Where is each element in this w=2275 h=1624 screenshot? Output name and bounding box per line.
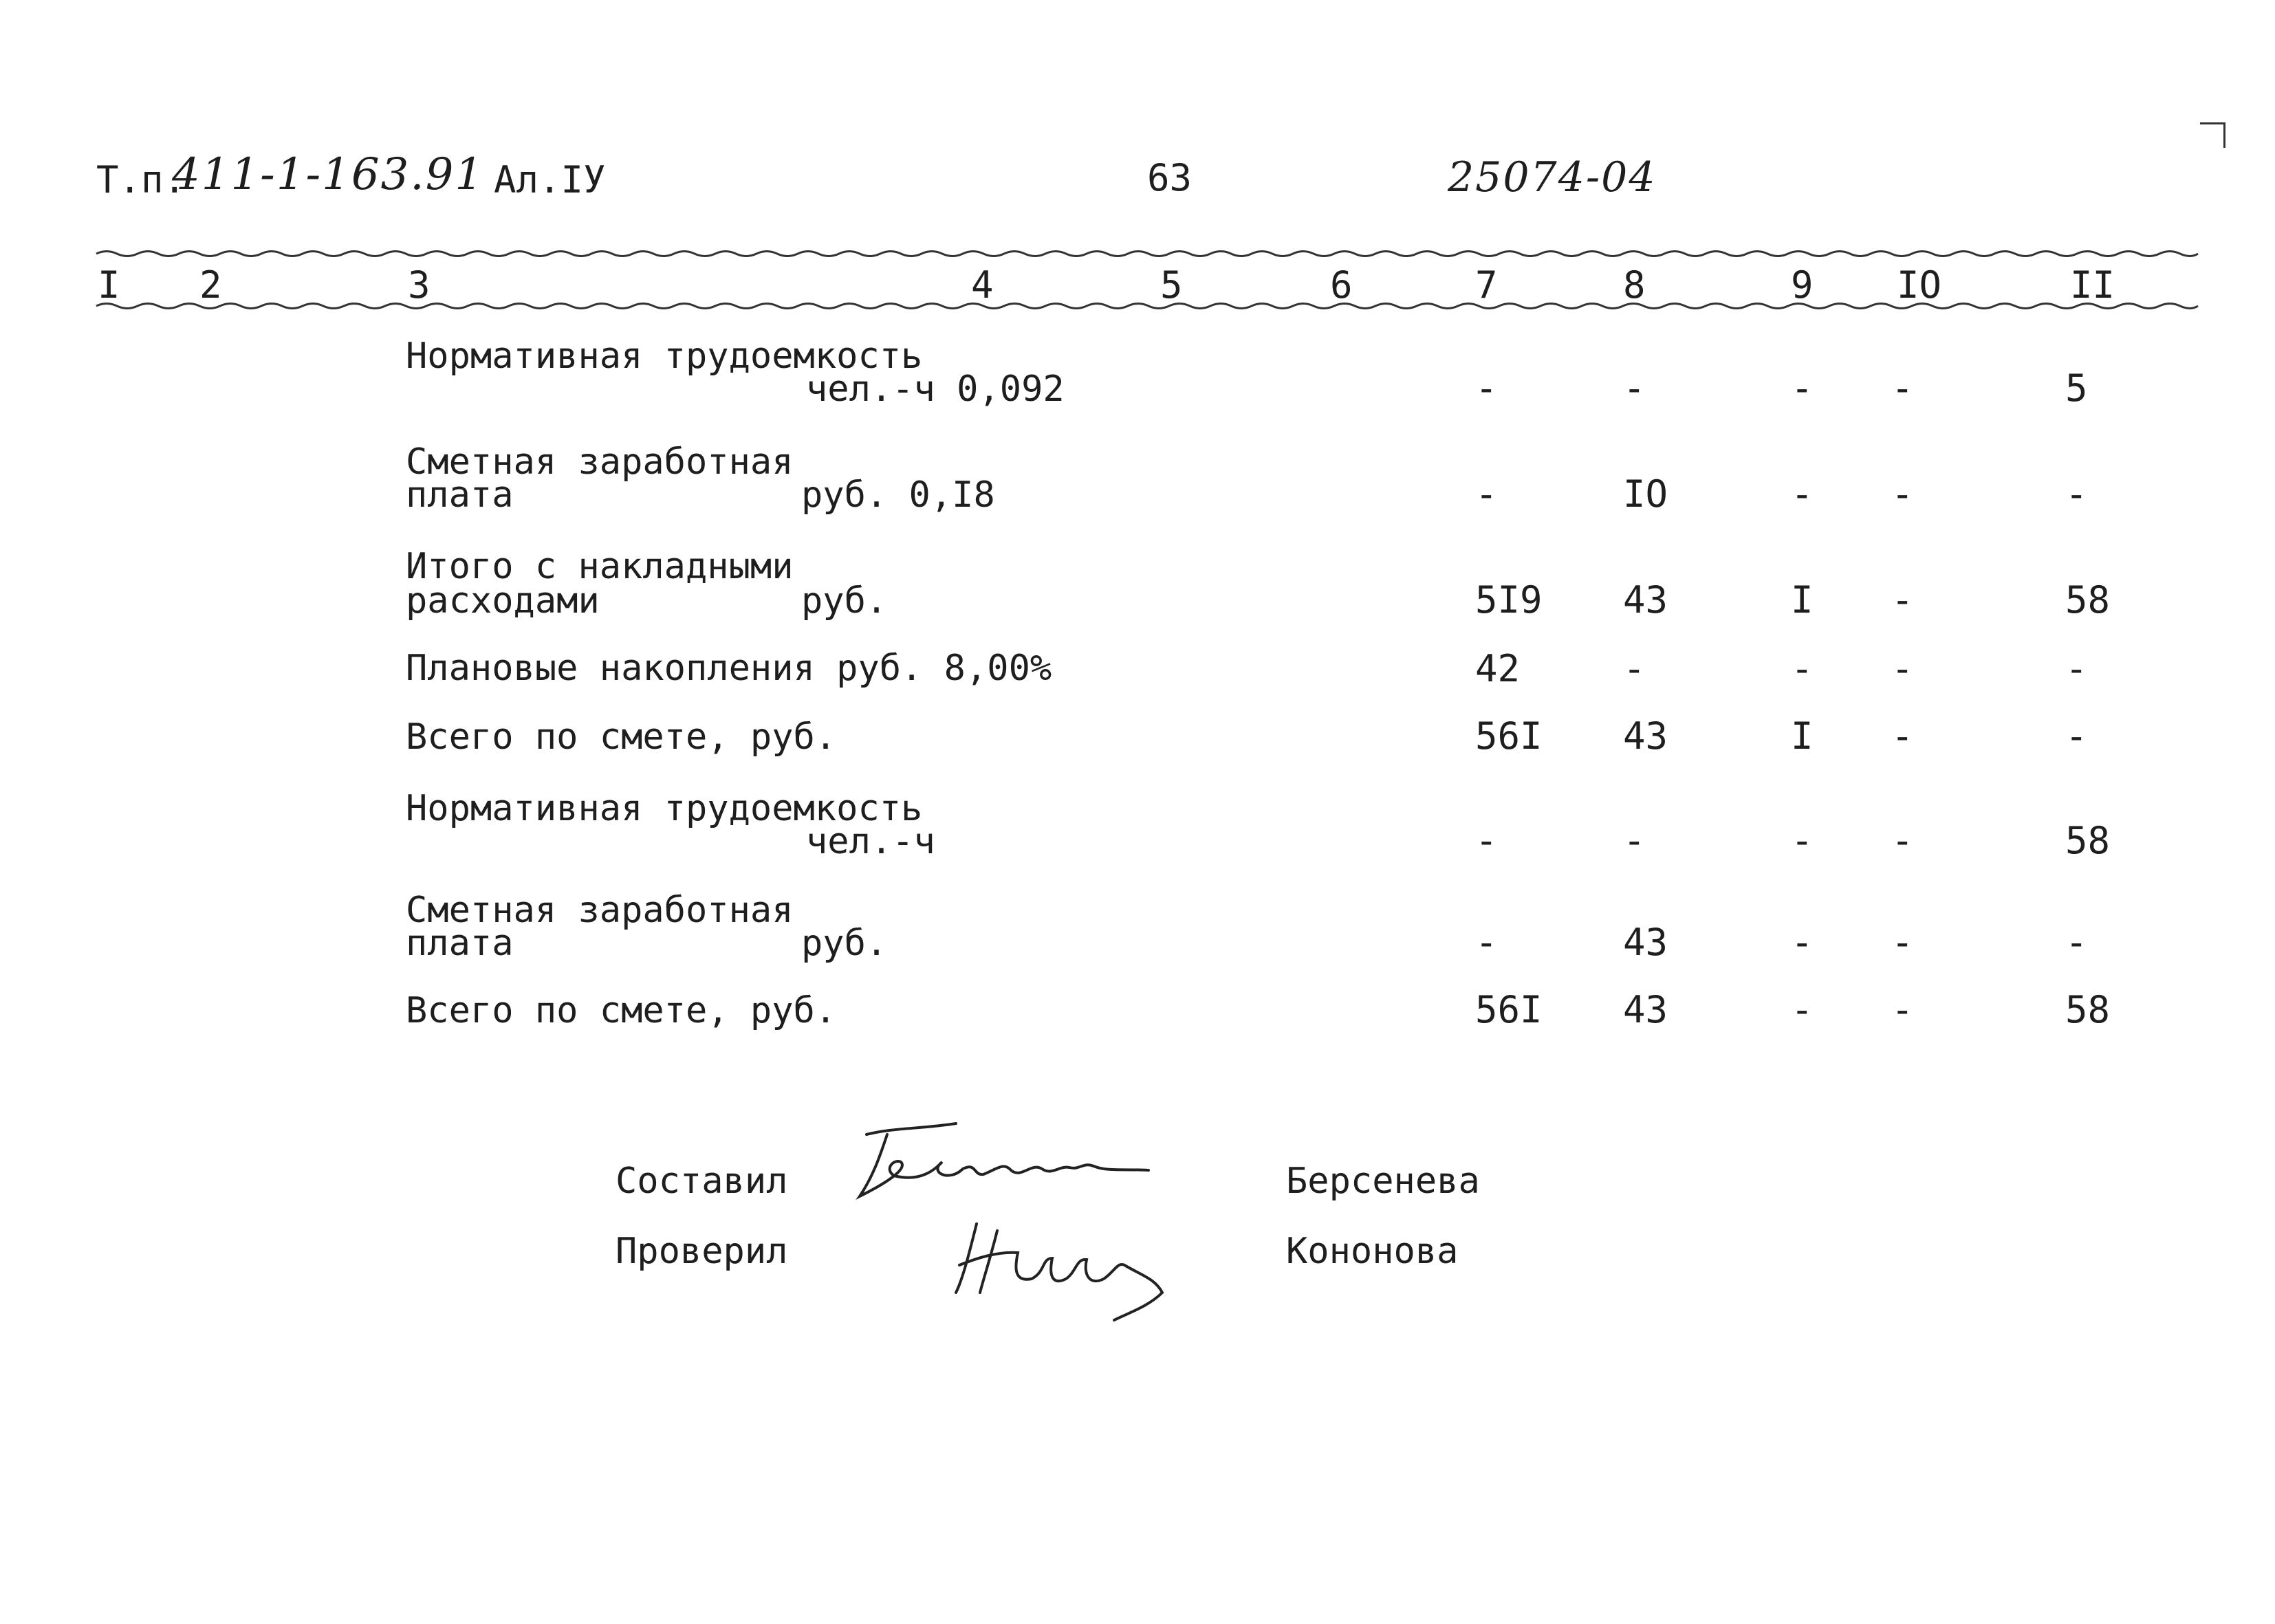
row-1-col9: -: [1791, 366, 1814, 410]
row-2-col10: -: [1891, 472, 1914, 516]
row-5-col8: 43: [1623, 714, 1668, 758]
row-3-col7: 5I9: [1475, 578, 1543, 622]
row-3-col8: 43: [1623, 578, 1668, 622]
column-header-6: 6: [1330, 263, 1353, 307]
column-header-10: IO: [1897, 263, 1942, 307]
compiled-signature: [846, 1121, 1162, 1217]
row-7-col8: 43: [1623, 921, 1668, 964]
row-5-line1: Всего по смете, руб.: [406, 716, 837, 758]
row-6-line1: Нормативная трудоемкость: [406, 788, 923, 829]
row-8-col10: -: [1891, 988, 1914, 1031]
column-header-7: 7: [1475, 263, 1498, 307]
row-3-col9: I: [1791, 578, 1814, 622]
column-header-9: 9: [1791, 263, 1814, 307]
row-6-col10: -: [1891, 819, 1914, 862]
checked-name: Кононова: [1286, 1231, 1459, 1272]
row-4-col10: -: [1891, 647, 1914, 690]
corner-mark: [2200, 122, 2225, 148]
row-8-col8: 43: [1623, 988, 1668, 1031]
column-header-2: 2: [199, 263, 222, 307]
page-number: 63: [1147, 156, 1193, 199]
row-7-col11: -: [2065, 921, 2088, 964]
row-1-line1: Нормативная трудоемкость: [406, 336, 923, 377]
row-6-line2: чел.-ч: [806, 821, 935, 862]
row-2-col11: -: [2065, 472, 2088, 516]
header-prefix: Т.п.: [96, 158, 186, 201]
row-3-col11: 58: [2065, 578, 2111, 622]
column-header-8: 8: [1623, 263, 1646, 307]
row-5-col9: I: [1791, 714, 1814, 758]
compiled-label: Составил: [616, 1161, 788, 1202]
document-number: 25074-04: [1448, 153, 1657, 201]
row-2-line2a: плата: [406, 474, 514, 516]
row-2-line2b: руб. 0,I8: [801, 474, 995, 516]
checked-signature: [949, 1210, 1183, 1327]
column-header-4: 4: [971, 263, 994, 307]
row-6-col7: -: [1475, 819, 1498, 862]
row-4-line1: Плановые накопления руб. 8,00%: [406, 648, 1052, 689]
row-4-col9: -: [1791, 647, 1814, 690]
row-7-col10: -: [1891, 921, 1914, 964]
row-2-col7: -: [1475, 472, 1498, 516]
row-7-line2b: руб.: [801, 923, 888, 964]
row-5-col11: -: [2065, 714, 2088, 758]
album-label: Ал.IУ: [494, 158, 606, 201]
row-1-col10: -: [1891, 366, 1914, 410]
column-header-11: II: [2070, 263, 2115, 307]
row-7-line2a: плата: [406, 923, 514, 964]
project-code: 411-1-163.91: [172, 149, 485, 200]
column-header-1: I: [98, 263, 120, 307]
row-4-col8: -: [1623, 647, 1646, 690]
row-8-line1: Всего по смете, руб.: [406, 990, 837, 1031]
row-5-col10: -: [1891, 714, 1914, 758]
row-6-col8: -: [1623, 819, 1646, 862]
checked-label: Проверил: [616, 1231, 788, 1272]
row-4-col11: -: [2065, 647, 2088, 690]
header-rule-top: [96, 249, 2198, 259]
row-8-col7: 56I: [1475, 988, 1543, 1031]
row-7-col9: -: [1791, 921, 1814, 964]
row-6-col11: 58: [2065, 819, 2111, 862]
row-1-col11: 5: [2065, 366, 2088, 410]
row-8-col9: -: [1791, 988, 1814, 1031]
row-1-line2: чел.-ч 0,092: [806, 369, 1065, 410]
row-2-line1: Сметная заработная: [406, 441, 794, 483]
row-2-col9: -: [1791, 472, 1814, 516]
row-5-col7: 56I: [1475, 714, 1543, 758]
row-2-col8: IO: [1623, 472, 1668, 516]
column-header-3: 3: [408, 263, 431, 307]
row-7-line1: Сметная заработная: [406, 890, 794, 931]
column-header-5: 5: [1160, 263, 1183, 307]
row-4-col7: 42: [1475, 647, 1521, 690]
row-3-line2b: руб.: [801, 580, 888, 622]
row-3-line1: Итого с накладными: [406, 546, 794, 587]
row-8-col11: 58: [2065, 988, 2111, 1031]
row-3-line2a: расходами: [406, 580, 600, 622]
row-3-col10: -: [1891, 578, 1914, 622]
compiled-name: Берсенева: [1286, 1161, 1480, 1202]
row-6-col9: -: [1791, 819, 1814, 862]
row-1-col7: -: [1475, 366, 1498, 410]
row-7-col7: -: [1475, 921, 1498, 964]
row-1-col8: -: [1623, 366, 1646, 410]
